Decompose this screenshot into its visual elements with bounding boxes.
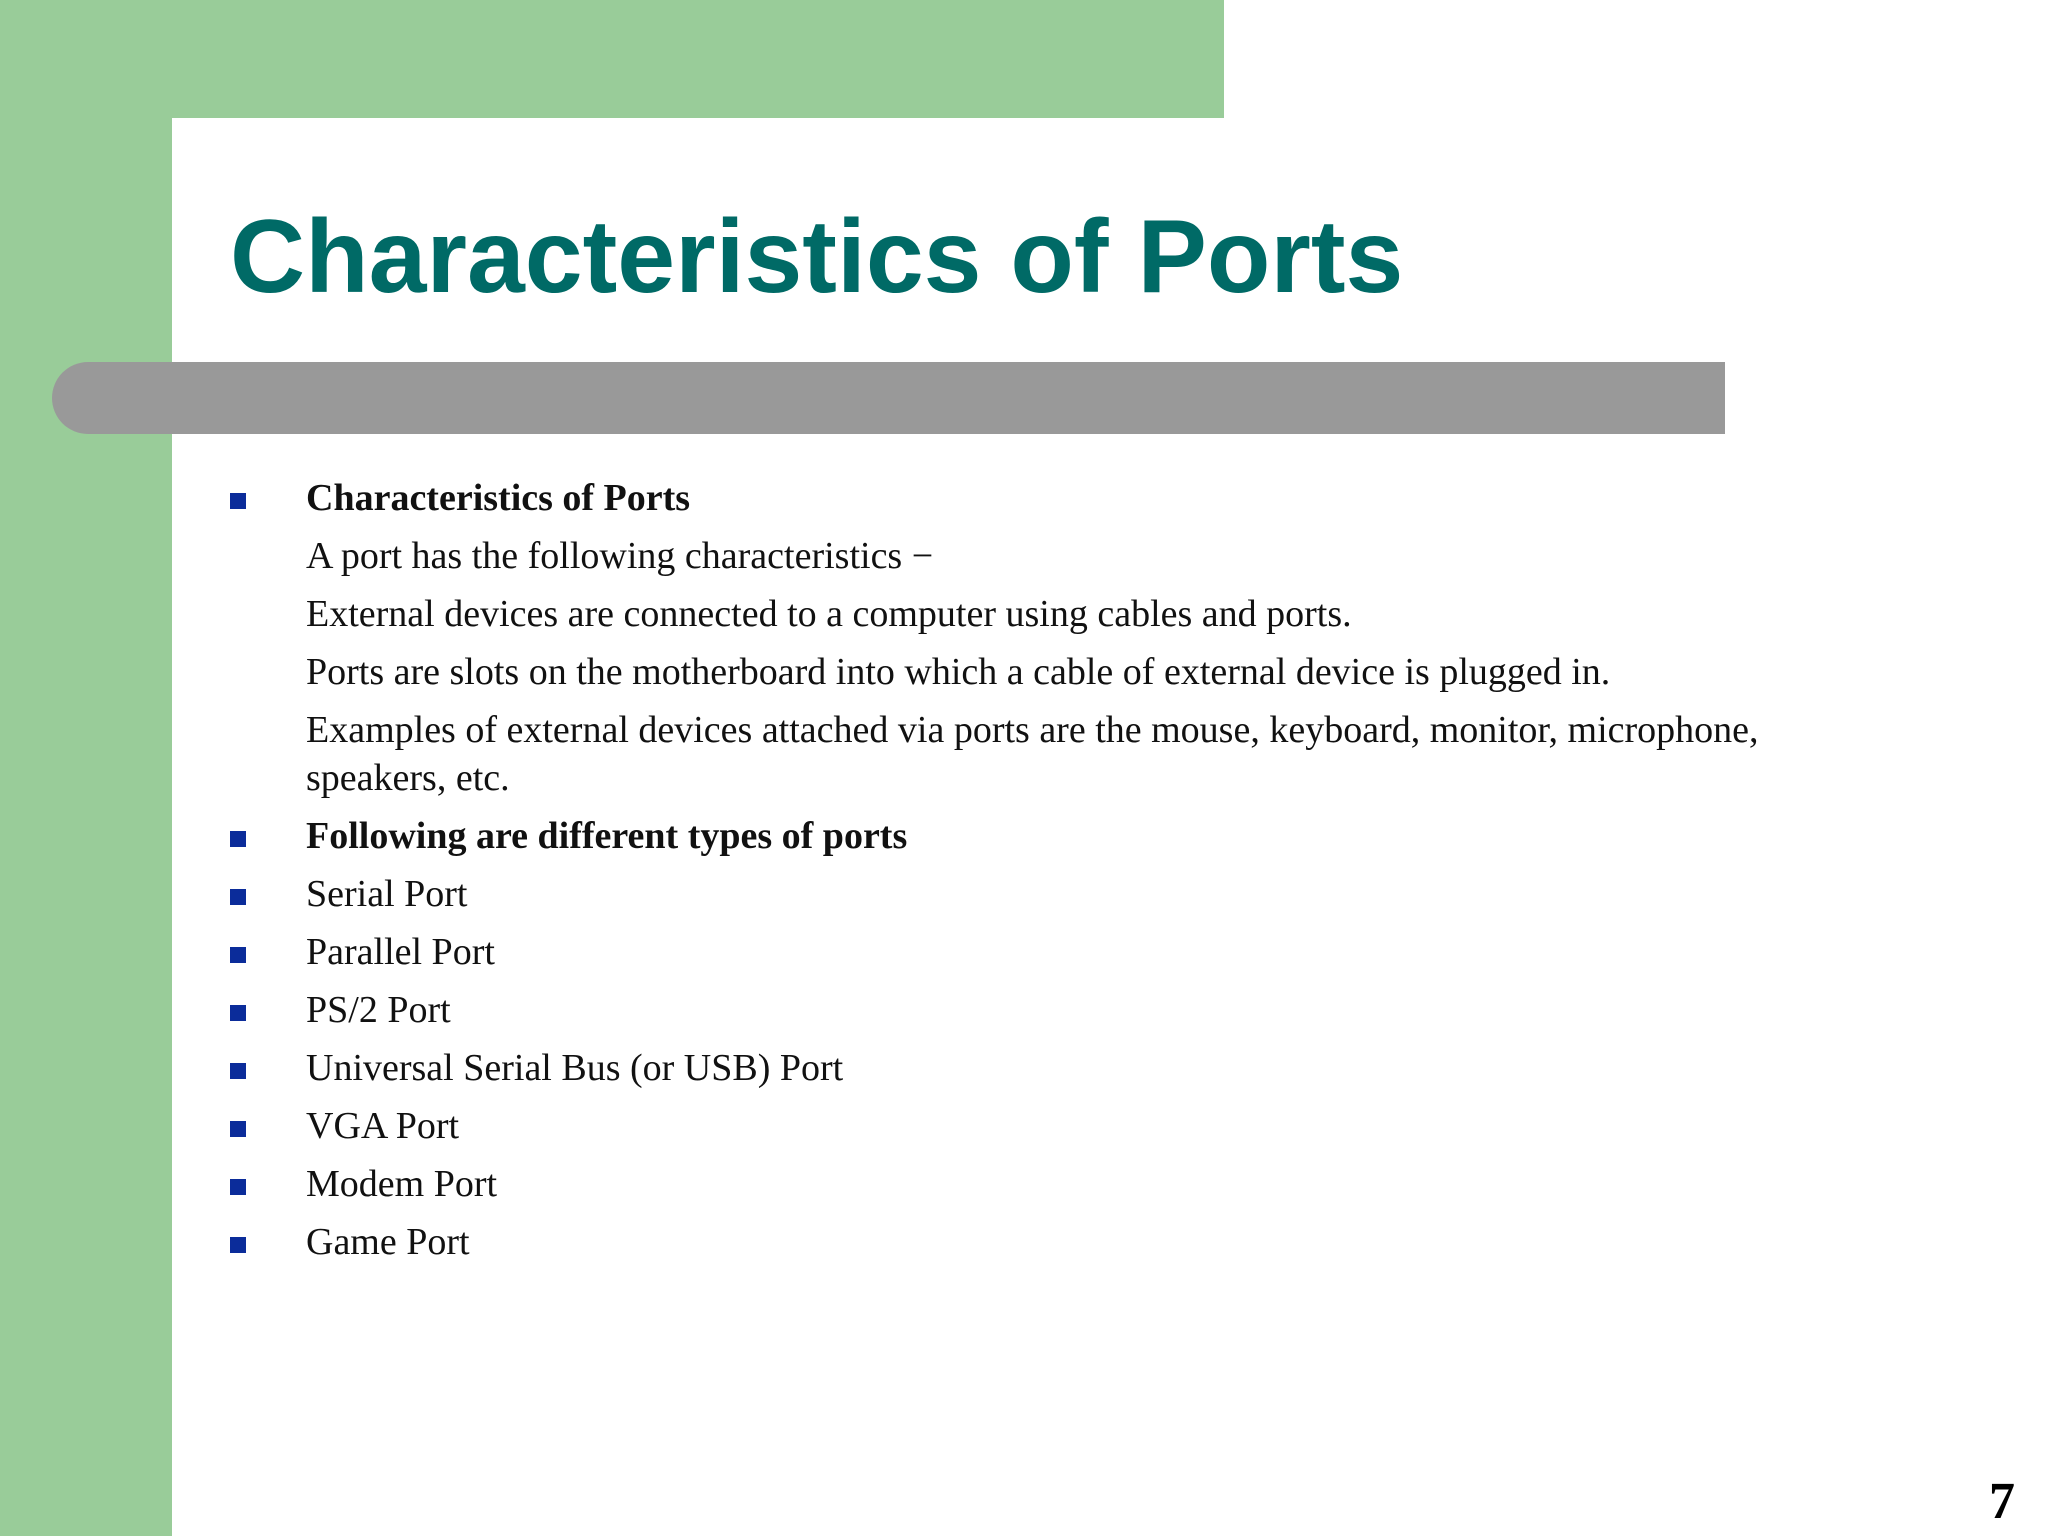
list-item: [230, 474, 1870, 522]
square-bullet-icon: [230, 1005, 246, 1021]
list-item: [230, 1102, 1870, 1150]
list-item: [230, 1218, 1870, 1266]
bullet-list: [230, 474, 1870, 1276]
left-accent-band: [0, 0, 172, 1536]
list-item: [230, 1044, 1870, 1092]
square-bullet-icon: [230, 831, 246, 847]
list-item-text: Serial Port: [306, 873, 468, 915]
list-item: [230, 928, 1870, 976]
list-item: [230, 706, 1870, 802]
list-item-text: PS/2 Port: [306, 989, 451, 1031]
list-item-text: Characteristics of Ports: [306, 477, 691, 519]
list-item-text: Parallel Port: [306, 931, 495, 973]
list-item: [230, 812, 1870, 860]
page-number: 7: [1989, 1473, 2015, 1530]
list-item: [230, 532, 1870, 580]
list-item: [230, 986, 1870, 1034]
title-divider-bar: [52, 362, 1725, 434]
square-bullet-icon: [230, 889, 246, 905]
list-item-text: VGA Port: [306, 1105, 460, 1147]
list-item: [230, 870, 1870, 918]
square-bullet-icon: [230, 1121, 246, 1137]
list-item-text: Modem Port: [306, 1163, 498, 1205]
list-item-text: A port has the following characteristics −: [306, 535, 934, 577]
list-item: [230, 648, 1870, 696]
square-bullet-icon: [230, 493, 246, 509]
list-item-text: External devices are connected to a computer using cables and ports.: [306, 593, 1352, 635]
square-bullet-icon: [230, 947, 246, 963]
top-accent-band: [0, 0, 1224, 118]
list-item: [230, 590, 1870, 638]
list-item: [230, 1160, 1870, 1208]
list-item-text: Following are different types of ports: [306, 815, 908, 857]
list-item-text: Game Port: [306, 1221, 470, 1263]
square-bullet-icon: [230, 1179, 246, 1195]
square-bullet-icon: [230, 1063, 246, 1079]
list-item-text: Ports are slots on the motherboard into which a cable of external device is plugged in.: [306, 651, 1611, 693]
list-item-text: Universal Serial Bus (or USB) Port: [306, 1047, 844, 1089]
list-item-text: Examples of external devices attached via ports are the mouse, keyboard, monitor, microphone, speakers, etc.: [306, 709, 1759, 799]
slide-title: Characteristics of Ports: [230, 199, 1404, 315]
square-bullet-icon: [230, 1237, 246, 1253]
